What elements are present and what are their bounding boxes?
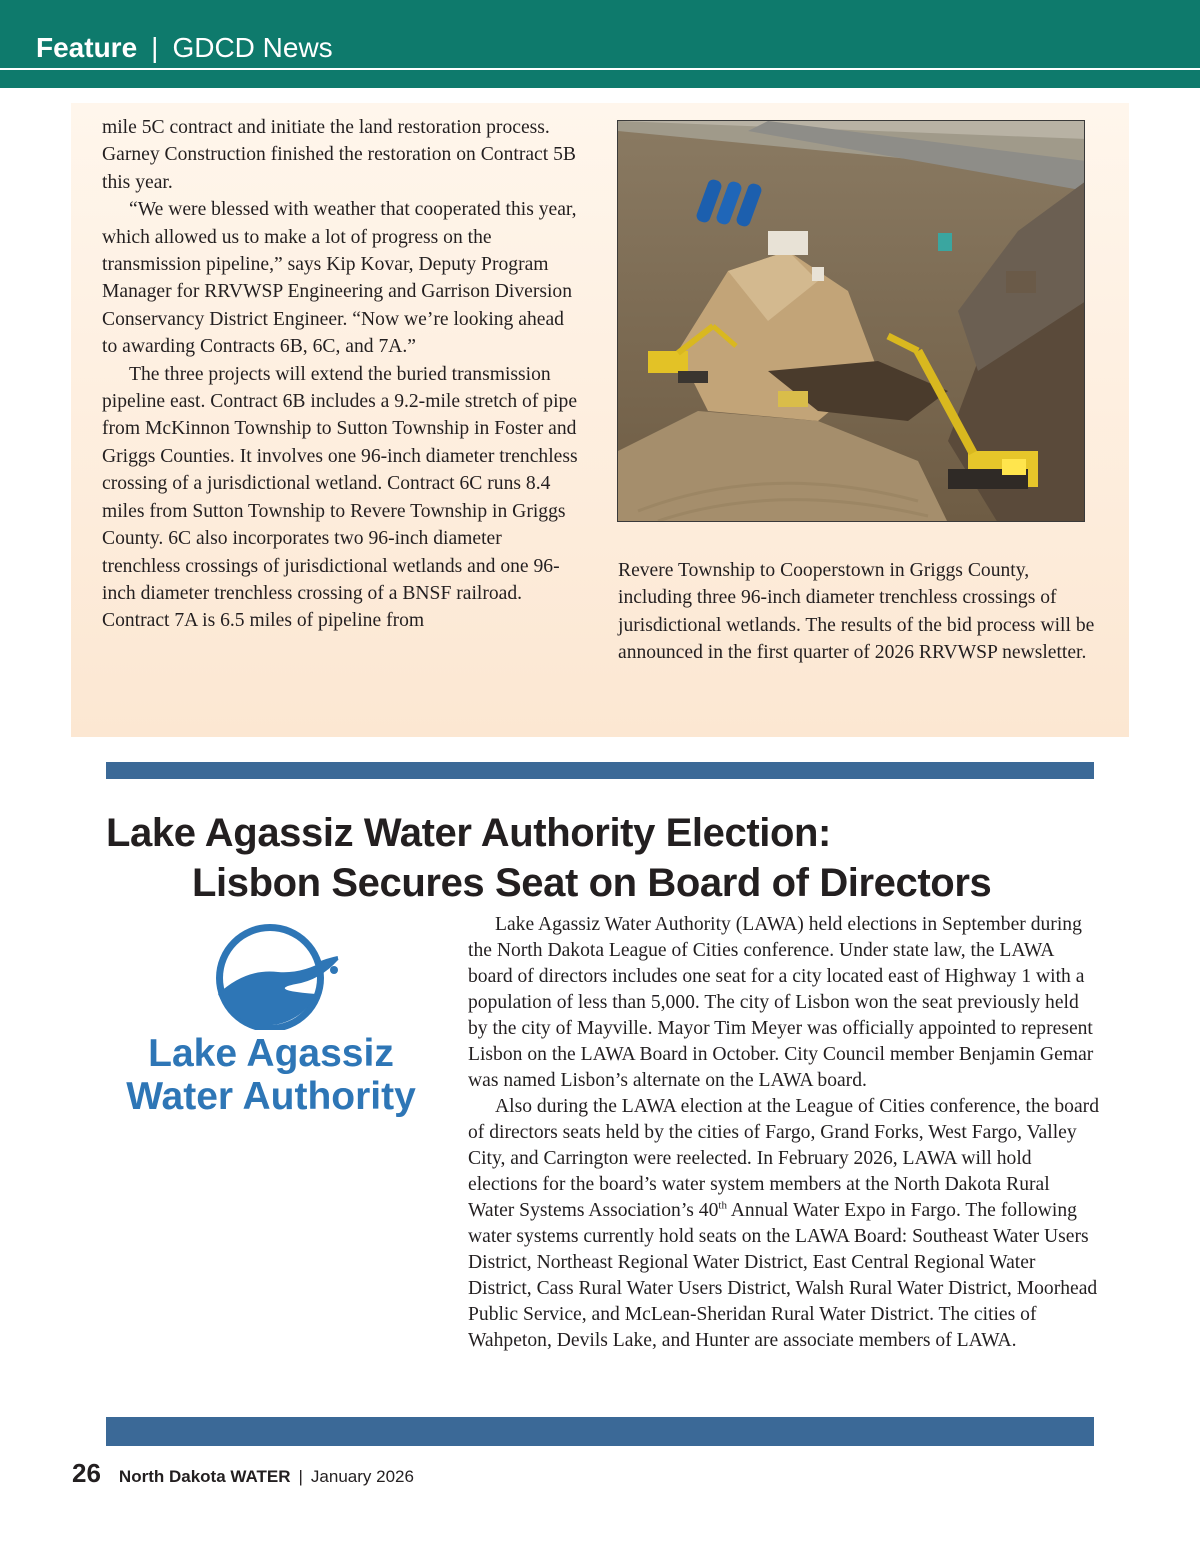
lawa-logo-text [106, 1032, 436, 1118]
logo-line: Lake Agassiz [148, 1032, 394, 1075]
section-header [36, 30, 333, 66]
header-divider [0, 68, 1200, 70]
article-paragraph [468, 1094, 1100, 1354]
lawa-logo [106, 920, 436, 1125]
page-footer [72, 1458, 414, 1489]
construction-photo [617, 120, 1085, 522]
article-body [468, 912, 1100, 1354]
feature-right-column [618, 557, 1096, 667]
footer-separator: | [298, 1467, 303, 1486]
issue-date: January 2026 [310, 1467, 414, 1486]
header-separator: | [151, 32, 159, 63]
magazine-title: North Dakota WATER [118, 1467, 291, 1486]
feature-left-column [102, 114, 582, 635]
feature-paragraph: mile 5C contract and initiate the land restoration process. Garney Construction finished the restoration on Contract 5B this year. [102, 117, 576, 193]
headline-line: Lisbon Secures Seat on Board of Directors [192, 861, 992, 905]
feature-paragraph: Revere Township to Cooperstown in Griggs County, including three 96-inch diameter trenchless crossings of jurisdictional wetlands. The results of the bid process will be announced in the first quarter of 2026 RRVWSP newsletter. [618, 560, 1095, 664]
lawa-logo-icon [106, 920, 436, 1030]
article-headline [106, 808, 1106, 908]
logo-line: Water Authority [126, 1075, 416, 1118]
feature-paragraph: “We were blessed with weather that cooperated this year, which allowed us to make a lot of progress on the transmission pipeline,” says Kip Kovar, Deputy Program Manager for RRVWSP Engineering and Garrison Diversion Conservancy District Engineer. “Now we’re looking ahead to awarding Contracts 6B, 6C, and 7A.” [102, 199, 577, 358]
section-label: Feature [36, 32, 138, 63]
ordinal-suffix: th [718, 1199, 727, 1212]
article-paragraph: Lake Agassiz Water Authority (LAWA) held elections in September during the North Dakota League of Cities conference. Under state law, the LAWA board of directors includes one seat for a city located east of Highway 1 with a population of less than 5,000. The city of Lisbon won the seat previously held by the city of Mayville. Mayor Tim Meyer was officially appointed to represent Lisbon on the LAWA Board in October. City Council member Benjamin Gemar was named Lisbon’s alternate on the LAWA board. [468, 914, 1094, 1091]
section-rule-bottom [106, 1417, 1094, 1446]
headline-line: Lake Agassiz Water Authority Election: [106, 811, 831, 855]
page-number: 26 [72, 1458, 101, 1488]
publication-label: GDCD News [172, 32, 333, 63]
feature-paragraph: The three projects will extend the buried transmission pipeline east. Contract 6B includes a 9.2-mile stretch of pipe from McKinnon Township to Sutton Township in Foster and Griggs Counties. It involves one 96-inch diameter trenchless crossing of a jurisdictional wetland. Contract 6C runs 8.4 miles from Sutton Township to Revere Township in Griggs County. 6C also incorporates two 96-inch diameter trenchless crossings of jurisdictional wetlands and one 96-inch diameter trenchless crossing of a BNSF railroad. Contract 7A is 6.5 miles of pipeline from [102, 363, 578, 632]
article-text: Annual Water Expo in Fargo. The following water systems currently hold seats on the LAWA Board: Southeast Water Users District, Northeast Regional Water District, East Central Regional Water District, Cass Rural Water Users District, Walsh Rural Water District, Moorhead Public Service, and McLean-Sheridan Rural Water District. The cities of Wahpeton, Devils Lake, and Hunter are associate members of LAWA. [468, 1200, 1098, 1351]
article-text: Also during the LAWA election at the League of Cities conference, the board of directors seats held by the cities of Fargo, Grand Forks, West Fargo, Valley City, and Carrington were reelected. In February 2026, LAWA will hold elections for the board’s water system members at the North Dakota Rural Water Systems Association’s 40 [468, 1096, 1099, 1221]
section-rule-top [106, 762, 1094, 779]
